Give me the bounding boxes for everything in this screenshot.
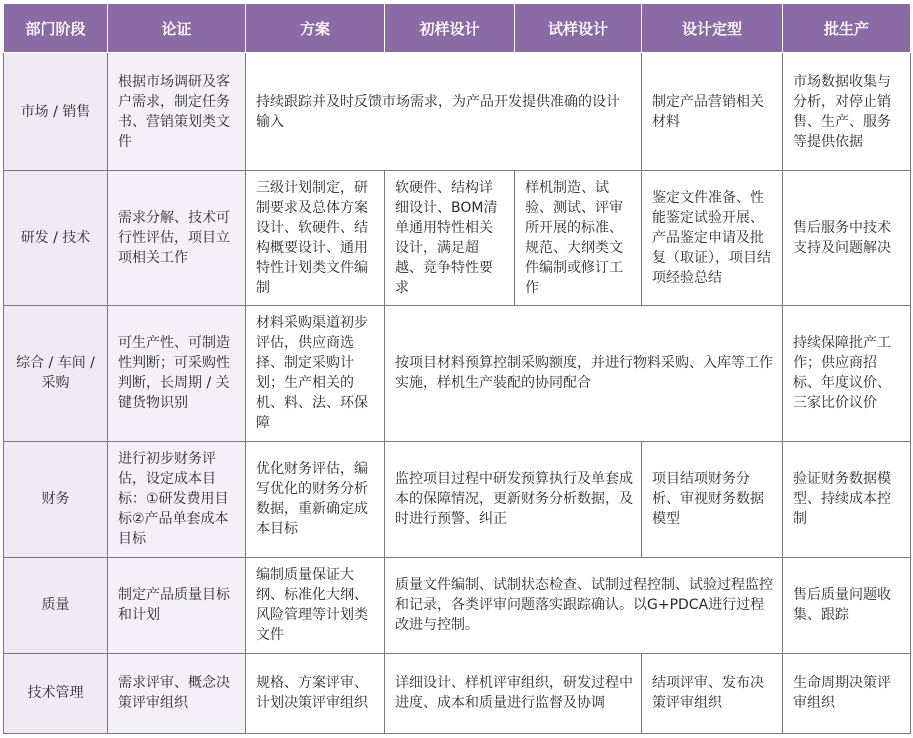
cell-finance-scheme: 优化财务评估，编写优化的财务分析数据，重新确定成本目标 <box>246 441 385 557</box>
row-label-purchasing: 综合 / 车间 / 采购 <box>4 306 108 441</box>
cell-tech-mgmt-initial-to-trial: 详细设计、样机评审组织，研发过程中进度、成本和质量进行监督及协调 <box>385 653 642 733</box>
cell-marketing-finalize: 制定产品营销相关材料 <box>642 53 783 171</box>
cell-purchasing-initial-to-finalize: 按项目材料预算控制采购额度，并进行物料采购、入库等工作实施，样机生产装配的协同配合 <box>385 306 783 441</box>
header-finalize-design: 设计定型 <box>642 4 783 53</box>
department-stage-matrix <box>3 3 911 734</box>
cell-rnd-argument: 需求分解、技术可行性评估，项目立项相关工作 <box>108 171 246 306</box>
cell-tech-mgmt-scheme: 规格、方案评审、计划决策评审组织 <box>246 653 385 733</box>
cell-quality-initial-to-finalize: 质量文件编制、试制状态检查、试制过程控制、试验过程监控和记录，各类评审问题落实跟踪确认。以G+PDCA进行过程改进与控制。 <box>385 557 783 653</box>
row-purchasing <box>4 306 911 441</box>
header-scheme: 方案 <box>246 4 385 53</box>
row-label-quality: 质量 <box>4 557 108 653</box>
row-label-finance: 财务 <box>4 441 108 557</box>
cell-finance-finalize: 项目结项财务分析、审视财务数据模型 <box>642 441 783 557</box>
cell-marketing-production: 市场数据收集与分析，对停止销售、生产、服务等提供依据 <box>783 53 911 171</box>
header-mass-production: 批生产 <box>783 4 911 53</box>
row-quality <box>4 557 911 653</box>
cell-purchasing-production: 持续保障批产工作；供应商招标、年度议价、三家比价议价 <box>783 306 911 441</box>
header-argument: 论证 <box>108 4 246 53</box>
header-initial-design: 初样设计 <box>385 4 515 53</box>
header-row <box>4 4 911 53</box>
row-finance <box>4 441 911 557</box>
row-label-marketing: 市场 / 销售 <box>4 53 108 171</box>
row-rnd <box>4 171 911 306</box>
cell-purchasing-scheme: 材料采购渠道初步评估，供应商选择、制定采购计划；生产相关的机、料、法、环保障 <box>246 306 385 441</box>
cell-quality-production: 售后质量问题收集、跟踪 <box>783 557 911 653</box>
cell-purchasing-argument: 可生产性、可制造性判断；可采购性判断，长周期 / 关键货物识别 <box>108 306 246 441</box>
cell-rnd-finalize: 鉴定文件准备、性能鉴定试验开展、产品鉴定申请及批复（取证），项目结项经验总结 <box>642 171 783 306</box>
cell-finance-initial-to-trial: 监控项目过程中研发预算执行及单套成本的保障情况，更新财务分析数据，及时进行预警、纠正 <box>385 441 642 557</box>
cell-finance-production: 验证财务数据模型、持续成本控制 <box>783 441 911 557</box>
cell-tech-mgmt-production: 生命周期决策评审组织 <box>783 653 911 733</box>
cell-tech-mgmt-finalize: 结项评审、发布决策评审组织 <box>642 653 783 733</box>
cell-rnd-scheme: 三级计划制定，研制要求及总体方案设计、软硬件、结构概要设计、通用特性计划类文件编制 <box>246 171 385 306</box>
row-label-rnd: 研发 / 技术 <box>4 171 108 306</box>
cell-quality-scheme: 编制质量保证大纲、标准化大纲、风险管理等计划类文件 <box>246 557 385 653</box>
header-stage: 部门阶段 <box>4 4 108 53</box>
cell-rnd-production: 售后服务中技术支持及问题解决 <box>783 171 911 306</box>
header-trial-design: 试样设计 <box>515 4 642 53</box>
cell-quality-argument: 制定产品质量目标和计划 <box>108 557 246 653</box>
cell-finance-argument: 进行初步财务评估，设定成本目标：①研发费用目标②产品单套成本目标 <box>108 441 246 557</box>
row-tech-mgmt <box>4 653 911 733</box>
row-label-tech-mgmt: 技术管理 <box>4 653 108 733</box>
cell-marketing-argument: 根据市场调研及客户需求，制定任务书、营销策划类文件 <box>108 53 246 171</box>
cell-tech-mgmt-argument: 需求评审、概念决策评审组织 <box>108 653 246 733</box>
cell-marketing-scheme-to-trial: 持续跟踪并及时反馈市场需求，为产品开发提供准确的设计输入 <box>246 53 642 171</box>
row-marketing <box>4 53 911 171</box>
cell-rnd-initial: 软硬件、结构详细设计、BOM清单通用特性相关设计，满足超越、竞争特性要求 <box>385 171 515 306</box>
cell-rnd-trial: 样机制造、试验、测试、评审所开展的标准、规范、大纲类文件编制或修订工作 <box>515 171 642 306</box>
